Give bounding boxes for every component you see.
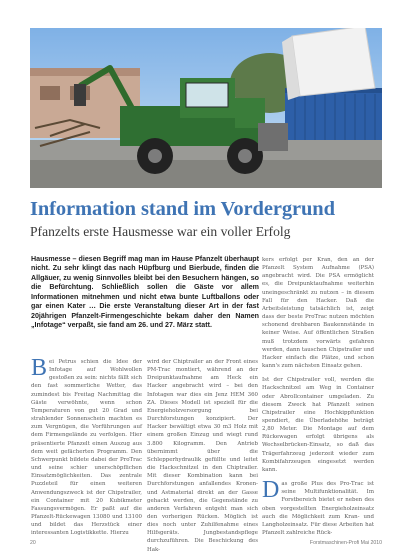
body-paragraph: [31, 355, 142, 537]
body-paragraph: wird der Chiptrailer an der Front eines PM-Trac montiert, während an der Dreipunktaufnahme am Heck ein Hacker angebracht wird – bei den Infotagen war dies ein Jenz HEM 360 ZA. Dieses Modell ist speziell für die Energieholzversorgung bei Durchforstungen konzipiert. Der Hacker bewältigt etwa 30 m3 Holz mit einem großen Einzug und wiegt rund 3.800 Kilogramm. Den Antrieb übernimmt über die Schlepperhydraulik gefüllte und leitet die Hackschnitzel in den Chiptrailer. Mit dieser Kombination kann bei Durchforstungen anfallendes Kronen- und Astmaterial direkt an der Gasse gehackt werden, die Gegenstände zu anderen Verfahren entgeht man sich den vorherigen Rücken. Möglich ist dies noch unter Zuhilfenahme eines Hilfsgeräts. Jungbestandspflege durchzuführen. Die Beschickung des Hak-: [147, 359, 258, 553]
article-photo: [30, 28, 382, 188]
publication-info: Forstmaschinen-Profi Mai 2010: [309, 540, 382, 546]
body-column-right: [262, 256, 374, 537]
page-footer: [30, 540, 382, 550]
drop-cap: B: [31, 355, 48, 381]
paragraph-text: ei Petrus schien die Idee der Infotage auf Wohlwollen gestoßen zu sein: nichts fällt sich den fast sommerliche Wetter, das zumindest bis Freitag Nachmittag die Gäste verwöhnte, wenn schon Temperaturen von gut 20 Grad und strahlender Sonnenschein machten es zum Vergnügen, die Vorführungen auf dem Firmengelände zu verfolgen. Hier präsentierte Pfanzelt einen Auszug aus dem weit gefächerten Programm. Den Schwerpunkt bildete dabei der ProTrac und seine schier unerschöpflichen Einsatzmöglichkeiten. Das zentrale Puzzleteil für einen weiteren Anwendungszweck ist der Chipstrailer, ein Container mit 20 Kubikmeter Fassungsvermögen. Er paßt auf die Pfanzelt-Rückewagen 13080 und 13100 und bildet das Herzstück einer interessanten Logistikkette. Hierzu: [31, 359, 142, 537]
article-lead: Hausmesse – diesen Begriff mag man im Hause Pfanzelt überhaupt nicht. Zu sehr klingt das nach Hüpfburg und Bierbude, finden die Allgäuer, zu wenig Sinnvolles bleibt bei den Besuchern hängen, so die Befürchtung. Schließlich sollen die Gäste vor allem Informationen mitnehmen und nicht etwa bunte Luftballons oder gar einen Kater … Die erste Veranstaltung dieser Art in der fast 20jährigen Pfanzelt-Firmengeschichte bekam daher den Namen „Infotage“ verpaßt, sie fand am 26. und 27. März statt.: [31, 255, 259, 330]
body-paragraph: kers erfolgt per Kran, den an der Pfanzelt System Aufnahme (PSA) angebracht wird. Die PSA ermöglicht es, die Dreipunktaufnahme weiterhin uneingeschränkt zu nutzen – in diesem Fall für den Hacker. Daß die Arbeitsleistung tatsächlich ist, zeigt dass der beste ProTrac nutzen möchten schonend drehbaren Baukennstände in keiner Weise. Auf öffentlichen Straßen muß trotzdem vorwärts gefahren werden, dann tauschen Chipstrailer und Hacker einfach die Plätze, und schon kann's zum nächsten Einsatz gehen.: [262, 257, 374, 370]
article-headline: Information stand im Vordergrund: [30, 198, 335, 220]
paragraph-text: as große Plus des Pro-Trac ist seine Multifunktionalität. Im Forstbereich bietet er neben des oben vorgestellten Energieholzeinsatz auch die Möglichkeit zum Kran- und Langholzeinsatz. Für diese Arbeiten hat Pfanzelt zahlreiche Rück-: [262, 481, 374, 536]
page-number: 20: [30, 540, 36, 546]
drop-cap: D: [262, 477, 280, 504]
body-column-left: [31, 355, 142, 537]
article-subheadline: Pfanzelts erste Hausmesse war ein voller Erfolg: [30, 224, 291, 239]
body-column-middle: [147, 358, 258, 554]
body-paragraph: [262, 477, 374, 537]
body-paragraph: Ist der Chipstrailer voll, werden die Hackschnitzel am Weg in Container oder Abrollcontainer umgeladen. Zu diesem Zweck hat Pfanzelt seinen Chipstrailer eine Hochkippfunktion spendiert, die Überladehöhe beträgt 2,80 Meter. Die Montage auf dem Rückewagen erfolgt übrigens als Wechselbrücken-Einsatz, so daß das Trägerfahrzeug jederzeit wieder zum Kombifahrzeugen eingesetzt werden kann.: [262, 377, 374, 473]
